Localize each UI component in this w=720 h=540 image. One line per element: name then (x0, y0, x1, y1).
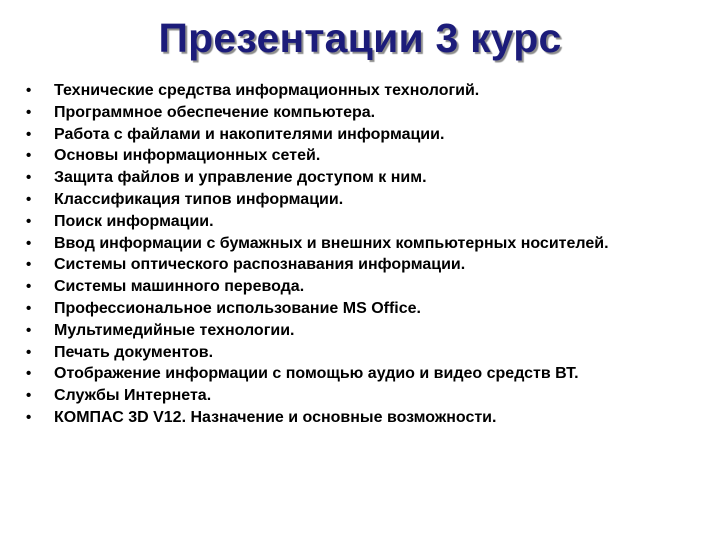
topic-text: Технические средства информационных технологий. (54, 82, 480, 99)
bullet-icon: • (26, 408, 32, 426)
bullet-icon: • (26, 387, 32, 405)
topic-text: Профессиональное использование MS Office. (54, 299, 421, 317)
topic-text: Защита файлов и управление доступом к ним. (54, 169, 427, 187)
slide-title: Презентации 3 курс (158, 15, 562, 61)
topic-text: Программное обеспечение компьютера. (54, 103, 376, 121)
topic-list-item (26, 363, 716, 385)
bullet-icon: • (26, 125, 32, 143)
bullet-icon: • (26, 212, 32, 230)
topic-text: Мультимедийные технологии. (54, 321, 295, 339)
topic-list (26, 80, 716, 429)
bullet-icon: • (26, 103, 32, 121)
bullet-icon: • (26, 169, 32, 187)
topic-text: Системы оптического распознавания информации. (54, 256, 466, 274)
topic-text: Работа с файлами и накопителями информации. (54, 125, 445, 143)
bullet-icon: • (26, 190, 32, 208)
topic-list-item (26, 167, 716, 189)
topic-list-item (26, 80, 716, 102)
topic-list-item (26, 276, 716, 298)
bullet-icon: • (26, 147, 32, 165)
topic-list-item (26, 254, 716, 276)
topic-list-item (26, 342, 716, 364)
bullet-icon: • (26, 365, 32, 383)
topic-list-item (26, 320, 716, 342)
bullet-icon: • (26, 82, 32, 99)
topic-text: Ввод информации с бумажных и внешних компьютерных носителей. (54, 234, 609, 252)
topic-text: Службы Интернета. (54, 387, 212, 405)
bullet-icon: • (26, 234, 32, 252)
topic-list-item (26, 385, 716, 407)
topic-list-item (26, 233, 716, 255)
topic-text: КОМПАС 3D V12. Назначение и основные возможности. (54, 408, 497, 426)
topic-list-item (26, 124, 716, 146)
topic-text: Поиск информации. (54, 212, 214, 230)
bullet-icon: • (26, 321, 32, 339)
topic-list-item (26, 189, 716, 211)
topic-text: Отображение информации с помощью аудио и видео средств ВТ. (54, 365, 579, 383)
topic-list-item (26, 145, 716, 167)
topic-list-item (26, 407, 716, 429)
topic-text: Печать документов. (54, 343, 214, 361)
bullet-icon: • (26, 278, 32, 296)
bullet-icon: • (26, 256, 32, 274)
bullet-icon: • (26, 343, 32, 361)
topic-list-item (26, 211, 716, 233)
bullet-icon: • (26, 299, 32, 317)
topic-list-item (26, 102, 716, 124)
topic-text: Системы машинного перевода. (54, 278, 305, 296)
topic-text: Основы информационных сетей. (54, 147, 321, 165)
topic-text: Классификация типов информации. (54, 190, 344, 208)
topic-list-item (26, 298, 716, 320)
